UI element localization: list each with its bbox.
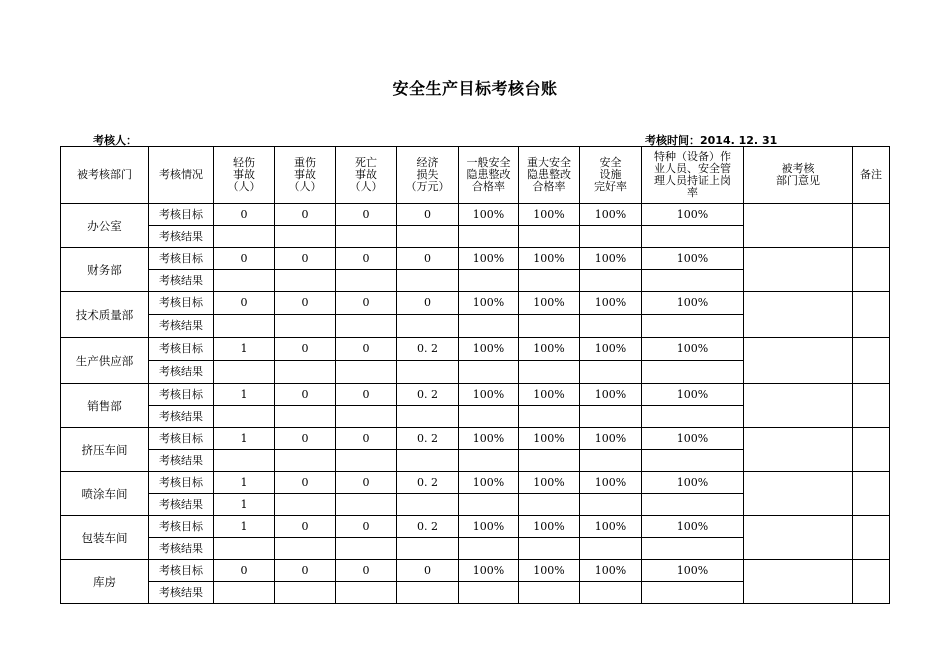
result-value-cell [397,538,459,560]
remark-cell [853,384,890,428]
remark-cell [853,428,890,472]
dept-name-cell: 办公室 [61,204,149,248]
result-value-cell [397,270,459,292]
header-line: 事故 [294,168,316,181]
result-value-cell [214,270,275,292]
target-value-cell: 100% [459,338,519,361]
result-value-cell [519,406,580,428]
target-value-cell: 1 [214,338,275,361]
result-value-cell [459,538,519,560]
header-minor-injury [214,147,275,204]
target-value-cell: 0 [336,560,397,582]
result-value-cell [642,315,744,338]
result-label-cell: 考核结果 [149,538,214,560]
header-line: 合格率 [472,180,505,193]
dept-name-cell: 销售部 [61,384,149,428]
result-value-cell [519,450,580,472]
header-line: 事故 [355,168,377,181]
result-value-cell [642,538,744,560]
target-value-cell: 100% [519,292,580,315]
header-line: 合格率 [532,180,566,193]
result-value-cell [580,315,642,338]
target-value-cell: 0 [336,516,397,538]
target-label-cell: 考核目标 [149,516,214,538]
target-value-cell: 100% [519,338,580,361]
target-value-cell: 0 [397,292,459,315]
result-value-cell [642,361,744,384]
header-line: 轻伤 [233,156,255,169]
target-label-cell: 考核目标 [149,292,214,315]
assessment-ledger-table [60,146,890,604]
header-line: 经济 [416,156,439,169]
target-value-cell: 0. 2 [397,338,459,361]
result-value-cell [275,582,336,604]
target-value-cell: 100% [459,292,519,315]
target-value-cell: 1 [214,384,275,406]
target-value-cell: 100% [642,516,744,538]
target-value-cell: 0. 2 [397,516,459,538]
header-line: 一般安全 [466,156,511,169]
opinion-cell [744,428,853,472]
header-line: 部门意见 [776,174,820,187]
target-value-cell: 0. 2 [397,472,459,494]
result-value-cell [459,270,519,292]
page-title: 安全生产目标考核台账 [392,79,558,98]
target-value-cell: 100% [580,516,642,538]
dept-name-cell: 生产供应部 [61,338,149,384]
target-value-cell: 0 [214,292,275,315]
result-value-cell [580,361,642,384]
target-value-cell: 100% [519,516,580,538]
assessor-label: 考核人： [93,134,137,147]
result-value-cell [642,494,744,516]
result-value-cell [642,270,744,292]
target-value-cell: 100% [519,428,580,450]
result-value-cell [397,315,459,338]
table-row [61,516,890,538]
result-label-cell: 考核结果 [149,450,214,472]
header-certified [642,147,744,204]
result-label-cell: 考核结果 [149,270,214,292]
header-death [336,147,397,204]
result-label-cell: 考核结果 [149,315,214,338]
target-value-cell: 0 [275,338,336,361]
result-value-cell: 1 [214,494,275,516]
result-value-cell [336,538,397,560]
table-row [61,292,890,315]
header-line: 完好率 [594,180,627,193]
target-value-cell: 1 [214,516,275,538]
target-value-cell: 100% [580,428,642,450]
result-value-cell [397,582,459,604]
target-value-cell: 100% [519,248,580,270]
target-value-cell: 100% [459,516,519,538]
dept-name-cell: 技术质量部 [61,292,149,338]
header-facility [580,147,642,204]
header-major-hazard [519,147,580,204]
opinion-cell [744,472,853,516]
header-status: 考核情况 [149,147,214,204]
result-value-cell [275,270,336,292]
header-row [61,147,890,204]
result-value-cell [214,406,275,428]
target-value-cell: 0 [397,204,459,226]
result-value-cell [580,582,642,604]
opinion-cell [744,516,853,560]
target-value-cell: 0 [275,472,336,494]
target-value-cell: 0 [275,204,336,226]
dept-name-cell: 库房 [61,560,149,604]
target-value-cell: 1 [214,428,275,450]
target-value-cell: 100% [580,384,642,406]
remark-cell [853,338,890,384]
remark-cell [853,560,890,604]
target-value-cell: 100% [642,472,744,494]
result-value-cell [459,450,519,472]
header-econ-loss [397,147,459,204]
result-value-cell [214,315,275,338]
result-value-cell [275,450,336,472]
target-value-cell: 0 [336,248,397,270]
target-value-cell: 0. 2 [397,384,459,406]
result-value-cell [397,406,459,428]
result-label-cell: 考核结果 [149,361,214,384]
result-value-cell [580,226,642,248]
result-value-cell [519,582,580,604]
target-value-cell: 100% [642,384,744,406]
result-value-cell [459,582,519,604]
result-value-cell [336,361,397,384]
target-label-cell: 考核目标 [149,428,214,450]
target-value-cell: 1 [214,472,275,494]
target-value-cell: 100% [642,560,744,582]
target-value-cell: 100% [642,292,744,315]
target-value-cell: 100% [519,560,580,582]
table-row [61,472,890,494]
result-value-cell [275,406,336,428]
result-value-cell [214,226,275,248]
result-value-cell [580,450,642,472]
target-value-cell: 100% [580,338,642,361]
result-value-cell [519,538,580,560]
result-value-cell [459,361,519,384]
result-value-cell [519,494,580,516]
target-label-cell: 考核目标 [149,338,214,361]
header-serious-injury [275,147,336,204]
target-value-cell: 100% [642,428,744,450]
target-value-cell: 100% [459,248,519,270]
result-label-cell: 考核结果 [149,494,214,516]
result-value-cell [275,226,336,248]
target-value-cell: 0 [336,472,397,494]
result-value-cell [336,315,397,338]
target-value-cell: 0 [275,428,336,450]
header-line: 重伤 [294,156,316,169]
header-line: 业人员、安全管 [654,162,731,175]
target-value-cell: 100% [580,472,642,494]
header-line: 设施 [599,168,622,181]
target-value-cell: 0 [336,204,397,226]
result-value-cell [397,494,459,516]
ledger-body [61,204,890,604]
header-line: （万元） [405,180,450,193]
table-row [61,560,890,582]
target-value-cell: 0 [336,384,397,406]
target-value-cell: 0 [275,248,336,270]
table-row [61,384,890,406]
opinion-cell [744,338,853,384]
target-label-cell: 考核目标 [149,560,214,582]
target-value-cell: 100% [459,384,519,406]
result-value-cell [336,494,397,516]
dept-name-cell: 喷涂车间 [61,472,149,516]
target-value-cell: 100% [519,472,580,494]
result-value-cell [459,406,519,428]
result-value-cell [397,226,459,248]
result-value-cell [214,538,275,560]
target-value-cell: 100% [459,472,519,494]
result-value-cell [519,270,580,292]
header-line: （人） [288,180,322,193]
result-value-cell [519,361,580,384]
result-value-cell [336,582,397,604]
header-line: 隐患整改 [527,168,571,181]
opinion-cell [744,560,853,604]
result-label-cell: 考核结果 [149,406,214,428]
target-label-cell: 考核目标 [149,384,214,406]
target-value-cell: 0 [275,292,336,315]
result-value-cell [275,494,336,516]
result-value-cell [580,270,642,292]
target-value-cell: 0 [275,516,336,538]
target-value-cell: 0 [336,292,397,315]
result-value-cell [275,315,336,338]
header-line: 隐患整改 [466,168,511,181]
target-value-cell: 100% [642,204,744,226]
target-value-cell: 0 [397,560,459,582]
target-value-cell: 0. 2 [397,428,459,450]
dept-name-cell: 财务部 [61,248,149,292]
target-value-cell: 0 [275,560,336,582]
result-value-cell [459,315,519,338]
header-line: 死亡 [355,156,377,169]
result-value-cell [519,226,580,248]
header-line: （人） [227,180,261,193]
assessment-time: 考核时间：2014. 12. 31 [645,134,778,147]
result-value-cell [336,226,397,248]
target-value-cell: 100% [642,338,744,361]
dept-name-cell: 挤压车间 [61,428,149,472]
result-value-cell [336,406,397,428]
header-line: 重大安全 [527,156,571,169]
result-value-cell [397,450,459,472]
result-value-cell [336,270,397,292]
header-line: 被考核 [781,162,815,175]
target-value-cell: 0 [275,384,336,406]
table-row [61,338,890,361]
dept-name-cell: 包装车间 [61,516,149,560]
target-value-cell: 100% [519,204,580,226]
header-remark: 备注 [853,147,890,204]
remark-cell [853,472,890,516]
header-line: 损失 [416,168,439,181]
result-label-cell: 考核结果 [149,226,214,248]
target-value-cell: 100% [580,248,642,270]
result-value-cell [275,538,336,560]
header-line: 事故 [233,168,255,181]
target-label-cell: 考核目标 [149,472,214,494]
result-value-cell [519,315,580,338]
header-line: 安全 [599,156,622,169]
result-value-cell [214,450,275,472]
table-row [61,248,890,270]
target-value-cell: 0 [397,248,459,270]
result-value-cell [580,406,642,428]
target-value-cell: 100% [642,248,744,270]
target-label-cell: 考核目标 [149,204,214,226]
target-value-cell: 0 [336,428,397,450]
header-line: 率 [687,186,698,199]
target-value-cell: 0 [336,338,397,361]
header-line: （人） [349,180,383,193]
opinion-cell [744,204,853,248]
header-dept: 被考核部门 [61,147,149,204]
target-value-cell: 100% [580,292,642,315]
opinion-cell [744,248,853,292]
target-value-cell: 100% [580,204,642,226]
result-value-cell [397,361,459,384]
remark-cell [853,292,890,338]
target-label-cell: 考核目标 [149,248,214,270]
result-value-cell [214,361,275,384]
result-value-cell [642,226,744,248]
target-value-cell: 100% [459,560,519,582]
table-row [61,428,890,450]
result-value-cell [642,450,744,472]
result-value-cell [459,494,519,516]
result-label-cell: 考核结果 [149,582,214,604]
target-value-cell: 100% [459,428,519,450]
result-value-cell [580,494,642,516]
remark-cell [853,204,890,248]
header-opinion [744,147,853,204]
result-value-cell [336,450,397,472]
table-row [61,204,890,226]
opinion-cell [744,384,853,428]
result-value-cell [459,226,519,248]
header-general-hazard [459,147,519,204]
result-value-cell [580,538,642,560]
header-line: 特种（设备）作 [654,150,731,163]
target-value-cell: 0 [214,204,275,226]
target-value-cell: 100% [580,560,642,582]
remark-cell [853,248,890,292]
opinion-cell [744,292,853,338]
result-value-cell [642,406,744,428]
target-value-cell: 100% [459,204,519,226]
target-value-cell: 100% [519,384,580,406]
target-value-cell: 0 [214,248,275,270]
remark-cell [853,516,890,560]
result-value-cell [642,582,744,604]
header-line: 理人员持证上岗 [654,174,731,187]
result-value-cell [275,361,336,384]
result-value-cell [214,582,275,604]
target-value-cell: 0 [214,560,275,582]
